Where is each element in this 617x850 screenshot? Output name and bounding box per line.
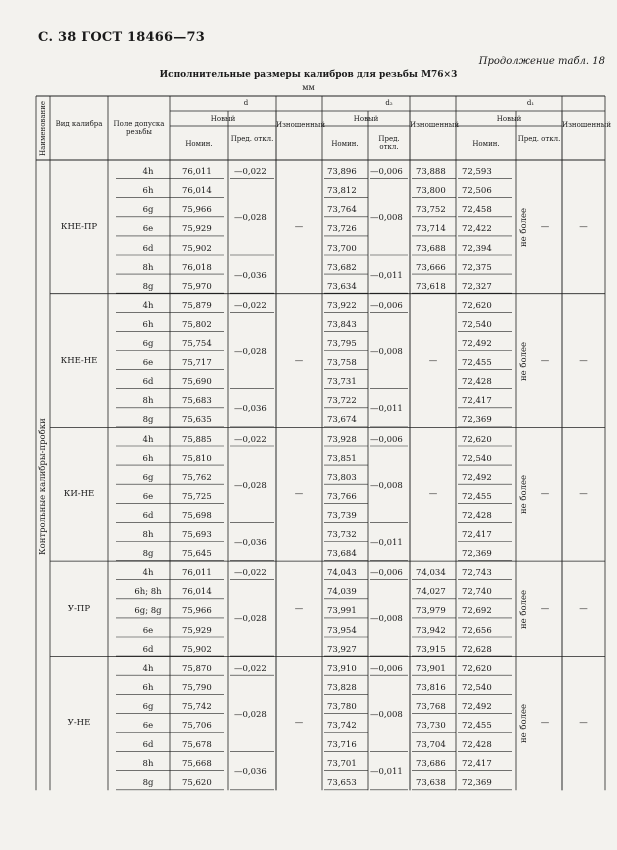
nominal-d2-cell: 73,742	[327, 721, 357, 731]
deviation-d2-cell: —0,008	[370, 347, 403, 357]
tolerance-cell: 6h	[142, 453, 154, 464]
nominal-d2-cell: 73,927	[327, 644, 357, 655]
tolerance-cell: 6e	[142, 224, 154, 235]
nominal-d2-cell: 73,634	[327, 281, 357, 292]
page-header: С. 38 ГОСТ 18466—73	[38, 30, 205, 45]
header-new-d1: Новый	[496, 115, 522, 123]
nominal-d1-cell: 72,369	[462, 778, 492, 789]
tolerance-cell: 6d	[142, 644, 154, 655]
nominal-d-cell: 75,966	[182, 205, 212, 216]
nominal-d2-cell: 73,732	[327, 530, 357, 540]
nominal-d1-cell: 72,743	[462, 568, 492, 579]
deviation-d-cell: —0,036	[234, 270, 267, 281]
worn-d1-dash: —	[579, 355, 588, 366]
tolerance-cell: 6e	[142, 358, 154, 369]
nominal-d1-cell: 72,593	[462, 167, 492, 178]
nominal-d-cell: 75,802	[182, 319, 212, 330]
nominal-d-cell: 75,929	[182, 224, 212, 235]
worn-d2-cell: 73,730	[416, 721, 446, 731]
nominal-d1-cell: 72,458	[462, 205, 492, 216]
tolerance-cell: 6e	[142, 721, 154, 731]
deviation-d-cell: —0,028	[234, 213, 267, 224]
tolerance-cell: 8h	[142, 262, 154, 273]
deviation-d2-cell: —0,006	[370, 434, 403, 445]
tolerance-cell: 6h	[142, 186, 154, 197]
tolerance-cell: 6g	[142, 701, 154, 712]
nominal-d-cell: 75,690	[182, 377, 212, 388]
gauge-name: У-ПР	[67, 603, 91, 614]
header-deviation-d2: Пред. откл.	[378, 135, 400, 151]
header-worn-d2: Изношенный	[410, 121, 460, 129]
nominal-d-cell: 75,966	[182, 606, 212, 617]
header-new-d: Новый	[210, 115, 236, 123]
nominal-d-cell: 75,683	[182, 396, 212, 407]
tolerance-cell: 6d	[142, 243, 154, 254]
nominal-d-cell: 76,011	[182, 568, 212, 579]
nominal-d1-cell: 72,369	[462, 415, 492, 426]
nominal-d1-cell: 72,417	[462, 759, 492, 770]
nominal-d2-cell: 73,991	[327, 606, 357, 617]
nominal-d2-cell: 73,764	[327, 205, 357, 216]
deviation-d2-cell: —0,008	[370, 709, 403, 720]
gauge-name: У-НЕ	[67, 718, 91, 729]
deviation-d2-cell: —0,008	[370, 614, 403, 625]
deviation-d-cell: —0,028	[234, 709, 267, 720]
tolerance-cell: 4h	[142, 663, 154, 674]
deviation-d1-note: не более	[519, 475, 529, 515]
worn-d2-cell: 73,666	[416, 262, 446, 273]
tolerance-cell: 6d	[142, 510, 154, 521]
worn-d2-cell: 74,034	[416, 568, 446, 579]
tolerance-cell: 8h	[142, 759, 154, 770]
tolerance-cell: 6g; 8g	[134, 606, 162, 617]
nominal-d2-cell: 73,731	[327, 377, 357, 388]
worn-d2-cell: 73,901	[416, 663, 446, 674]
nominal-d1-cell: 72,369	[462, 549, 492, 560]
nominal-d1-cell: 72,455	[462, 358, 492, 369]
nominal-d1-cell: 72,620	[462, 300, 492, 311]
nominal-d1-cell: 72,327	[462, 281, 492, 292]
nominal-d1-cell: 72,628	[462, 644, 492, 655]
deviation-d2-cell: —0,006	[370, 663, 403, 674]
deviation-d-cell: —0,022	[234, 300, 267, 311]
worn-d2-cell: 74,027	[416, 587, 446, 598]
nominal-d2-cell: 73,954	[327, 625, 357, 636]
tolerance-cell: 8g	[142, 415, 154, 426]
nominal-d1-cell: 72,394	[462, 243, 492, 254]
deviation-d2-cell: —0,006	[370, 167, 403, 178]
nominal-d-cell: 75,902	[182, 243, 212, 254]
deviation-d2-cell: —0,008	[370, 213, 403, 224]
deviation-d1-note: не более	[519, 207, 529, 247]
nominal-d1-cell: 72,506	[462, 186, 492, 197]
deviation-d-cell: —0,028	[234, 480, 267, 491]
header-d2: d₂	[385, 99, 393, 107]
worn-d-dash: —	[294, 221, 304, 232]
nominal-d1-cell: 72,540	[462, 319, 492, 330]
nominal-d-cell: 76,011	[182, 167, 212, 178]
nominal-d-cell: 76,014	[182, 587, 212, 598]
nominal-d2-cell: 73,701	[327, 759, 357, 770]
worn-d2-dash: —	[428, 489, 438, 500]
header-name: Наименование	[39, 101, 47, 156]
tolerance-cell: 6g	[142, 472, 154, 483]
nominal-d-cell: 75,725	[182, 491, 212, 502]
nominal-d1-cell: 72,428	[462, 510, 492, 521]
nominal-d2-cell: 73,758	[327, 358, 357, 369]
tolerance-cell: 6h	[142, 682, 154, 693]
tolerance-cell: 6d	[142, 377, 154, 388]
deviation-d-cell: —0,028	[234, 347, 267, 357]
worn-d2-cell: 73,618	[416, 281, 446, 292]
tolerance-cell: 6h; 8h	[134, 587, 162, 598]
deviation-d2-cell: —0,006	[370, 300, 403, 311]
nominal-d2-cell: 73,851	[327, 453, 357, 464]
nominal-d2-cell: 73,795	[327, 339, 357, 349]
nominal-d-cell: 75,885	[182, 434, 212, 445]
worn-d2-cell: 73,714	[416, 224, 446, 235]
nominal-d-cell: 75,929	[182, 625, 212, 636]
deviation-d2-cell: —0,008	[370, 480, 403, 491]
nominal-d1-cell: 72,692	[462, 606, 492, 617]
nominal-d-cell: 75,645	[182, 549, 212, 560]
deviation-d1-note: не более	[519, 704, 529, 744]
header-d: d	[243, 99, 249, 107]
worn-d-dash: —	[294, 489, 304, 500]
deviation-d1-dash: —	[540, 489, 550, 500]
worn-d2-cell: 73,768	[416, 701, 446, 712]
tolerance-cell: 6g	[142, 205, 154, 216]
nominal-d1-cell: 72,422	[462, 224, 492, 235]
tolerance-cell: 8g	[142, 549, 154, 560]
nominal-d1-cell: 72,540	[462, 453, 492, 464]
nominal-d1-cell: 72,492	[462, 701, 492, 712]
header-d1: d₁	[526, 99, 535, 107]
nominal-d1-cell: 72,455	[462, 721, 492, 731]
header-deviation-d: Пред. откл.	[230, 135, 274, 143]
row-group-label: Контрольные калибры-пробки	[38, 418, 48, 556]
deviation-d-cell: —0,022	[234, 663, 267, 674]
deviation-d1-dash: —	[540, 355, 550, 366]
nominal-d2-cell: 73,716	[327, 740, 357, 751]
nominal-d2-cell: 73,739	[327, 510, 357, 521]
nominal-d1-cell: 72,428	[462, 377, 492, 388]
worn-d2-cell: 73,686	[416, 759, 446, 770]
tolerance-cell: 4h	[142, 568, 154, 579]
tolerance-cell: 8g	[142, 281, 154, 292]
header-worn-d: Изношенный	[276, 121, 326, 129]
nominal-d1-cell: 72,417	[462, 396, 492, 407]
tolerance-cell: 4h	[142, 167, 154, 178]
nominal-d-cell: 75,706	[182, 721, 212, 731]
nominal-d2-cell: 73,803	[327, 472, 357, 483]
nominal-d-cell: 75,879	[182, 300, 212, 311]
tolerance-cell: 4h	[142, 434, 154, 445]
table-title: Исполнительные размеры калибров для резьбы М76×3	[159, 70, 458, 80]
header-nominal-d1: Номин.	[472, 140, 500, 148]
header-nominal-d2: Номин.	[331, 140, 359, 148]
nominal-d-cell: 75,762	[182, 472, 212, 483]
deviation-d-cell: —0,022	[234, 568, 267, 579]
nominal-d2-cell: 73,922	[327, 300, 357, 311]
nominal-d1-cell: 72,492	[462, 339, 492, 349]
deviation-d2-cell: —0,011	[370, 538, 403, 548]
nominal-d2-cell: 73,700	[327, 243, 357, 254]
worn-d1-dash: —	[579, 221, 588, 232]
deviation-d1-dash: —	[540, 221, 550, 232]
worn-d2-cell: 73,979	[416, 606, 446, 617]
nominal-d2-cell: 73,896	[327, 167, 357, 178]
tolerance-cell: 8g	[142, 778, 154, 789]
tolerance-cell: 8h	[142, 396, 154, 407]
tolerance-cell: 4h	[142, 300, 154, 311]
tolerance-cell: 8h	[142, 530, 154, 540]
nominal-d2-cell: 73,653	[327, 778, 357, 789]
table-unit: мм	[302, 83, 315, 92]
nominal-d2-cell: 73,726	[327, 224, 357, 235]
tolerance-cell: 6e	[142, 491, 154, 502]
worn-d2-cell: 73,888	[416, 167, 446, 178]
nominal-d-cell: 75,698	[182, 510, 212, 521]
worn-d2-cell: 73,704	[416, 740, 446, 751]
nominal-d-cell: 75,742	[182, 701, 212, 712]
nominal-d-cell: 75,970	[182, 281, 212, 292]
nominal-d1-cell: 72,428	[462, 740, 492, 751]
worn-d-dash: —	[294, 718, 304, 729]
nominal-d2-cell: 73,843	[327, 319, 357, 330]
worn-d2-cell: 73,752	[416, 205, 446, 216]
header-gauge-type: Вид калибра	[55, 120, 103, 128]
nominal-d1-cell: 72,540	[462, 682, 492, 693]
nominal-d2-cell: 74,043	[327, 568, 357, 579]
deviation-d1-note: не более	[519, 341, 529, 381]
header-tolerance-field: Поле допуска резьбы	[113, 120, 165, 136]
worn-d-dash: —	[294, 603, 304, 614]
deviation-d-cell: —0,036	[234, 404, 267, 415]
nominal-d-cell: 76,014	[182, 186, 212, 197]
header-new-d2: Новый	[353, 115, 379, 123]
deviation-d1-dash: —	[540, 603, 550, 614]
gauge-name: КНЕ-ПР	[60, 221, 98, 232]
worn-d-dash: —	[294, 355, 304, 366]
nominal-d-cell: 75,635	[182, 415, 212, 426]
nominal-d2-cell: 73,674	[327, 415, 357, 426]
nominal-d-cell: 75,668	[182, 759, 212, 770]
header-deviation-d1: Пред. откл.	[517, 135, 561, 143]
worn-d2-cell: 73,638	[416, 778, 446, 789]
deviation-d-cell: —0,036	[234, 538, 267, 548]
nominal-d2-cell: 73,722	[327, 396, 357, 407]
deviation-d2-cell: —0,006	[370, 568, 403, 579]
nominal-d2-cell: 73,682	[327, 262, 357, 273]
deviation-d1-dash: —	[540, 718, 550, 729]
worn-d2-cell: 73,688	[416, 243, 446, 254]
nominal-d2-cell: 73,928	[327, 434, 357, 445]
nominal-d-cell: 75,620	[182, 778, 212, 789]
header-worn-d1: Изношенный	[562, 121, 612, 129]
nominal-d-cell: 75,678	[182, 740, 212, 751]
deviation-d2-cell: —0,011	[370, 404, 403, 415]
tolerance-cell: 6h	[142, 319, 154, 330]
worn-d1-dash: —	[579, 603, 588, 614]
nominal-d-cell: 75,902	[182, 644, 212, 655]
worn-d2-dash: —	[428, 355, 438, 366]
nominal-d-cell: 75,717	[182, 358, 212, 369]
deviation-d1-note: не более	[519, 589, 529, 629]
header-nominal-d: Номин.	[185, 140, 213, 148]
nominal-d1-cell: 72,740	[462, 587, 492, 598]
nominal-d1-cell: 72,455	[462, 491, 492, 502]
nominal-d1-cell: 72,620	[462, 663, 492, 674]
gauge-name: КИ-НЕ	[63, 489, 95, 500]
nominal-d1-cell: 72,492	[462, 472, 492, 483]
gauge-name: КНЕ-НЕ	[60, 355, 98, 366]
deviation-d2-cell: —0,011	[370, 767, 403, 778]
worn-d2-cell: 73,942	[416, 625, 446, 636]
deviation-d2-cell: —0,011	[370, 270, 403, 281]
nominal-d2-cell: 73,812	[327, 186, 357, 197]
nominal-d2-cell: 73,780	[327, 701, 357, 712]
worn-d2-cell: 73,816	[416, 682, 446, 693]
nominal-d2-cell: 73,766	[327, 491, 357, 502]
nominal-d-cell: 75,810	[182, 453, 212, 464]
nominal-d1-cell: 72,375	[462, 262, 492, 273]
deviation-d-cell: —0,022	[234, 167, 267, 178]
deviation-d-cell: —0,022	[234, 434, 267, 445]
worn-d1-dash: —	[579, 489, 588, 500]
worn-d1-dash: —	[579, 718, 588, 729]
continuation-note: Продолжение табл. 18	[478, 56, 605, 67]
nominal-d-cell: 75,790	[182, 682, 212, 693]
deviation-d-cell: —0,036	[234, 767, 267, 778]
nominal-d-cell: 75,754	[182, 339, 212, 349]
nominal-d2-cell: 73,684	[327, 549, 357, 560]
tolerance-cell: 6g	[142, 339, 154, 349]
tolerance-cell: 6d	[142, 740, 154, 751]
nominal-d1-cell: 72,417	[462, 530, 492, 540]
worn-d2-cell: 73,915	[416, 644, 446, 655]
nominal-d-cell: 75,693	[182, 530, 212, 540]
tolerance-cell: 6e	[142, 625, 154, 636]
deviation-d-cell: —0,028	[234, 614, 267, 625]
nominal-d1-cell: 72,620	[462, 434, 492, 445]
nominal-d-cell: 75,870	[182, 663, 212, 674]
nominal-d2-cell: 74,039	[327, 587, 357, 598]
worn-d2-cell: 73,800	[416, 186, 446, 197]
nominal-d2-cell: 73,828	[327, 682, 357, 693]
nominal-d1-cell: 72,656	[462, 625, 492, 636]
nominal-d2-cell: 73,910	[327, 663, 357, 674]
nominal-d-cell: 76,018	[182, 262, 212, 273]
